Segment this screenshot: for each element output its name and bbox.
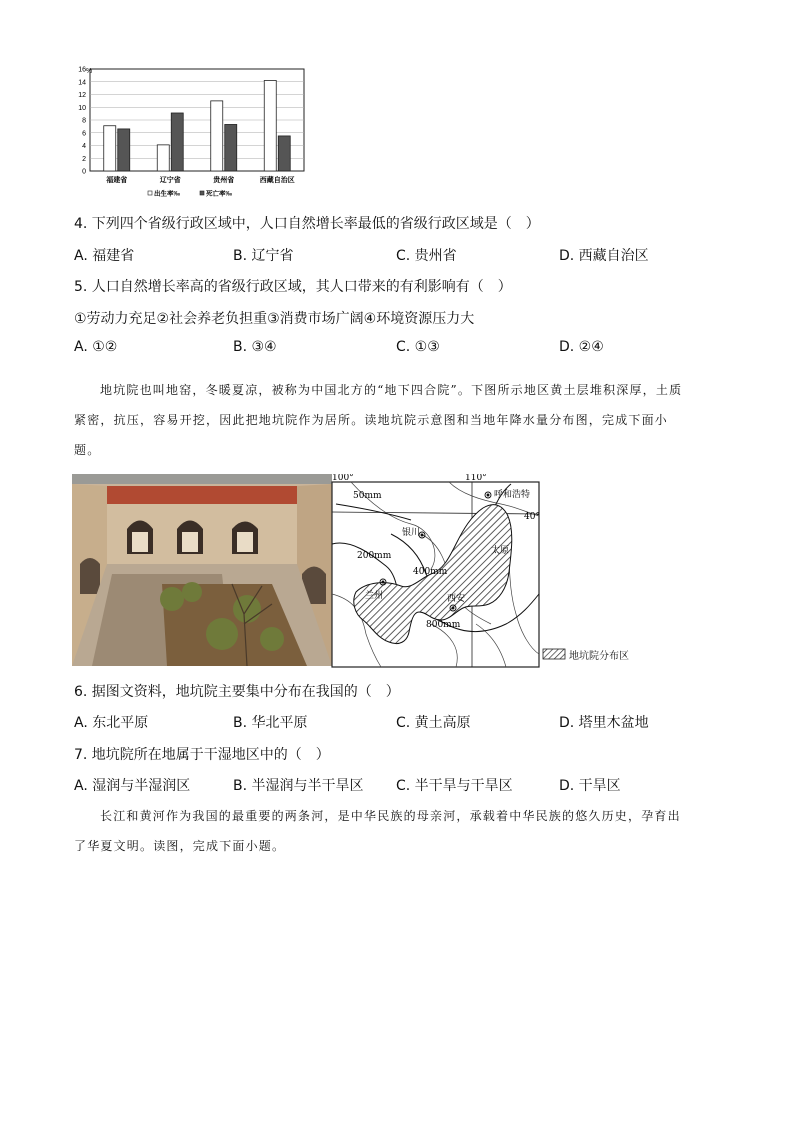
birth-death-rate-chart xyxy=(68,60,318,205)
y-tick-label: 14 xyxy=(78,79,86,87)
legend-label: 出生率‰ xyxy=(154,190,180,198)
passage-1-line-1: 地坑院也叫地窑，冬暖夏凉，被称为中国北方的“地下四合院”。下图所示地区黄土层堆积深厚，土质 xyxy=(100,383,683,397)
category-label: 西藏自治区 xyxy=(259,177,295,184)
dikengyuan-courtyard-photo xyxy=(72,474,332,666)
lon-110-label: 110° xyxy=(465,474,487,483)
question-5-statements: ①劳动力充足②社会养老负担重③消费市场广阔④环境资源压力大 xyxy=(74,311,475,327)
y-tick-label: 4 xyxy=(82,143,86,150)
city-label-xian: 西安 xyxy=(447,594,466,604)
question-6-stem: 6. 据图文资料，地坑院主要集中分布在我国的（ ） xyxy=(74,684,400,700)
chart-legend xyxy=(148,189,233,198)
bar-birth-3 xyxy=(264,80,276,171)
lon-100-label: 100° xyxy=(332,474,354,483)
question-7-option-d[interactable]: D. 干旱区 xyxy=(559,778,621,794)
city-label-lanzhou: 兰州 xyxy=(365,591,384,601)
isohyet-400-label: 400mm xyxy=(413,567,448,577)
question-4-option-b[interactable]: B. 辽宁省 xyxy=(233,248,294,264)
y-tick-label: 12 xyxy=(78,92,86,99)
question-5-option-b[interactable]: B. ③④ xyxy=(233,339,277,355)
passage-2-line-2: 了华夏文明。读图，完成下面小题。 xyxy=(74,839,286,853)
question-7-option-b[interactable]: B. 半湿润与半干旱区 xyxy=(233,778,364,794)
question-6-option-b[interactable]: B. 华北平原 xyxy=(233,715,308,731)
y-tick-label: 2 xyxy=(82,155,86,163)
city-label-yinchuan: 银川 xyxy=(402,528,421,538)
y-tick-label: 0 xyxy=(82,168,86,176)
category-label: 福建省 xyxy=(106,177,128,184)
isohyet-50-label: 50mm xyxy=(353,491,382,501)
map-legend-label: 地坑院分布区 xyxy=(569,651,629,662)
y-tick-label: 6 xyxy=(82,130,86,138)
city-label-taiyuan: 太原 xyxy=(491,546,510,556)
question-4-stem: 4. 下列四个省级行政区域中，人口自然增长率最低的省级行政区域是（ ） xyxy=(74,216,540,232)
question-4-option-d[interactable]: D. 西藏自治区 xyxy=(559,248,649,264)
lat-40-label: 40° xyxy=(524,512,540,522)
question-7-option-a[interactable]: A. 湿润与半湿润区 xyxy=(74,778,191,794)
y-tick-label: 16 xyxy=(78,66,86,74)
category-label: 贵州省 xyxy=(213,177,235,184)
chart-unit-label: % xyxy=(86,68,93,75)
bar-death-3 xyxy=(278,136,290,171)
legend-swatch xyxy=(200,191,204,195)
question-4-option-c[interactable]: C. 贵州省 xyxy=(396,248,457,264)
precipitation-distribution-map xyxy=(331,474,541,668)
question-5-option-d[interactable]: D. ②④ xyxy=(559,339,604,355)
bar-birth-0 xyxy=(104,126,116,171)
chart-y-tick-labels xyxy=(78,67,86,176)
bar-birth-2 xyxy=(211,101,223,171)
question-4-option-a[interactable]: A. 福建省 xyxy=(74,248,135,264)
question-5-stem: 5. 人口自然增长率高的省级行政区域，其人口带来的有利影响有（ ） xyxy=(74,279,512,295)
bar-death-0 xyxy=(118,129,130,171)
passage-1-line-2: 紧密，抗压，容易开挖，因此把地坑院作为居所。读地坑院示意图和当地年降水量分布图，完成下面小 xyxy=(74,413,669,427)
question-5-option-a[interactable]: A. ①② xyxy=(74,339,118,355)
passage-2-line-1: 长江和黄河作为我国的最重要的两条河，是中华民族的母亲河，承载着中华民族的悠久历史，孕育出 xyxy=(100,809,681,823)
passage-1-line-3: 题。 xyxy=(74,443,101,457)
question-6-option-c[interactable]: C. 黄土高原 xyxy=(396,715,471,731)
y-tick-label: 10 xyxy=(78,104,86,112)
y-tick-label: 8 xyxy=(82,117,86,125)
chart-category-labels xyxy=(105,175,295,184)
legend-label: 死亡率‰ xyxy=(206,190,232,198)
map-legend-swatch xyxy=(542,648,566,660)
isohyet-800-label: 800mm xyxy=(426,620,461,630)
bar-death-2 xyxy=(225,124,237,171)
question-6-option-d[interactable]: D. 塔里木盆地 xyxy=(559,715,649,731)
question-6-option-a[interactable]: A. 东北平原 xyxy=(74,715,149,731)
question-5-option-c[interactable]: C. ①③ xyxy=(396,339,440,355)
question-7-option-c[interactable]: C. 半干旱与干旱区 xyxy=(396,778,513,794)
question-7-stem: 7. 地坑院所在地属于干湿地区中的（ ） xyxy=(74,747,330,763)
category-label: 辽宁省 xyxy=(159,177,181,184)
legend-swatch xyxy=(148,191,152,195)
city-label-huhehaote: 呼和浩特 xyxy=(494,490,531,500)
bar-birth-1 xyxy=(157,145,169,171)
isohyet-200-label: 200mm xyxy=(357,551,392,561)
bar-death-1 xyxy=(171,113,183,171)
